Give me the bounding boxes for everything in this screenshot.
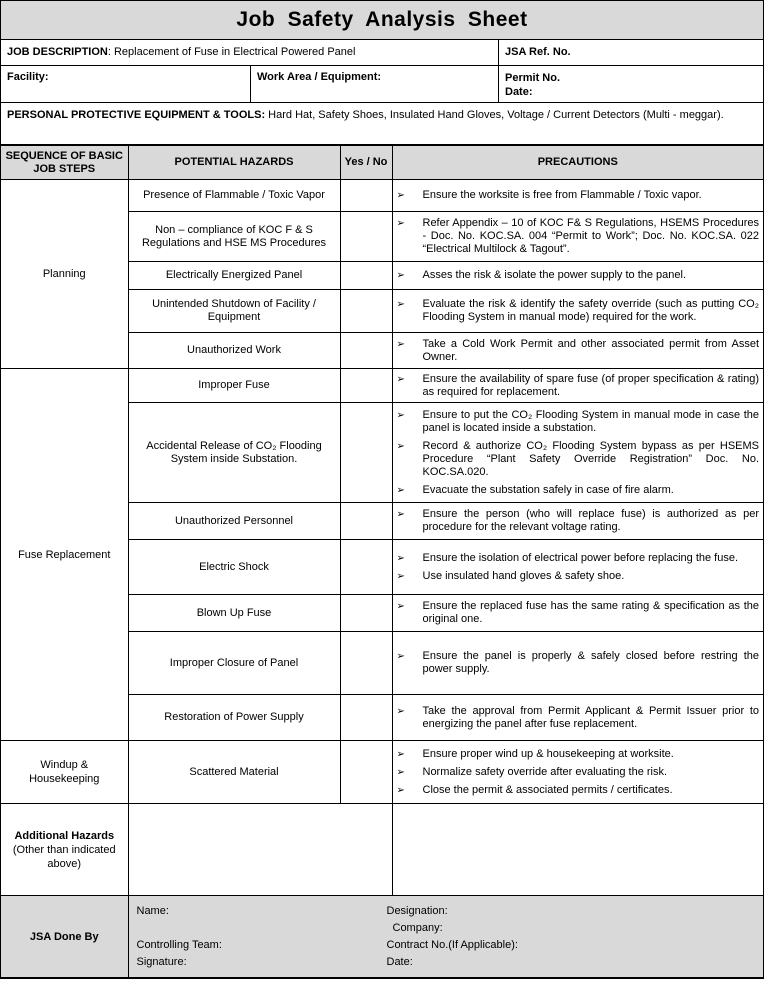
jsa-ref-label: JSA Ref. No.	[505, 46, 571, 58]
hazard-cell: Unintended Shutdown of Facility / Equipment	[128, 290, 340, 333]
precautions-cell	[392, 503, 763, 540]
yes-no-cell	[340, 369, 392, 403]
additional-hazards-subtitle: (Other than indicated above)	[12, 843, 116, 870]
hazard-cell: Accidental Release of CO₂ Flooding System inside Substation.	[128, 403, 340, 503]
hazard-cell: Unauthorized Personnel	[128, 503, 340, 540]
date-field[interactable]: Date:	[386, 955, 413, 968]
hazard-cell: Presence of Flammable / Toxic Vapor	[128, 180, 340, 212]
table-row	[1, 741, 763, 804]
job-description-cell	[1, 40, 498, 65]
precautions-cell	[392, 212, 763, 262]
hazard-table	[1, 145, 763, 978]
precaution-item: ➢ Refer Appendix – 10 of KOC F& S Regulations, HSEMS Procedures - Doc. No. KOC.SA. 004 “Permit to Work”; Doc. No. KOC.SA. 022 “Electrical Multilock & Tagout”.	[397, 217, 760, 256]
ppe-row	[1, 103, 763, 145]
company-field[interactable]: Company:	[392, 921, 443, 934]
precaution-item: ➢ Ensure the isolation of electrical power before replacing the fuse.	[397, 552, 760, 565]
yes-no-cell	[340, 180, 392, 212]
col-yes-no-header: Yes / No	[340, 146, 392, 180]
work-area-label: Work Area / Equipment:	[257, 71, 382, 83]
jsa-done-by-label: JSA Done By	[1, 896, 128, 978]
yes-no-cell	[340, 290, 392, 333]
col-hazards-header: POTENTIAL HAZARDS	[128, 146, 340, 180]
signature-field[interactable]: Signature:	[136, 955, 187, 968]
precaution-item: ➢ Ensure the panel is properly & safely closed before restring the power supply.	[397, 650, 760, 676]
additional-precautions-field[interactable]	[392, 804, 763, 896]
yes-no-cell	[340, 540, 392, 595]
precaution-item: ➢ Take a Cold Work Permit and other associated permit from Asset Owner.	[397, 338, 760, 364]
jsa-ref-cell	[498, 40, 763, 65]
permit-label: Permit No.	[505, 72, 561, 84]
step-cell: Windup & Housekeeping	[1, 741, 128, 804]
precautions-cell	[392, 333, 763, 369]
step-cell: Planning	[1, 180, 128, 369]
additional-hazards-title: Additional Hazards	[14, 829, 115, 842]
precautions-cell	[392, 403, 763, 503]
precautions-cell	[392, 741, 763, 804]
col-sequence-header: SEQUENCE OF BASIC JOB STEPS	[1, 146, 128, 180]
yes-no-cell	[340, 695, 392, 741]
precaution-item: ➢ Asses the risk & isolate the power supply to the panel.	[397, 269, 760, 282]
facility-label: Facility:	[7, 71, 49, 83]
precautions-cell	[392, 595, 763, 632]
precaution-item: ➢ Record & authorize CO₂ Flooding System bypass as per HSEMS Procedure “Plant Safety Override Registration” Doc. No. KOC.SA.020.	[397, 440, 760, 479]
precaution-item: ➢ Normalize safety override after evaluating the risk.	[397, 766, 760, 779]
date-label: Date:	[505, 86, 533, 98]
additional-hazards-row	[1, 804, 763, 896]
facility-cell	[1, 66, 250, 102]
hazard-cell: Electric Shock	[128, 540, 340, 595]
yes-no-cell	[340, 262, 392, 290]
precautions-cell	[392, 632, 763, 695]
precaution-item: ➢ Evacuate the substation safely in case of fire alarm.	[397, 484, 760, 497]
yes-no-cell	[340, 595, 392, 632]
precaution-item: ➢ Ensure the worksite is free from Flammable / Toxic vapor.	[397, 189, 760, 202]
table-row	[1, 369, 763, 403]
ppe-value: Hard Hat, Safety Shoes, Insulated Hand Gloves, Voltage / Current Detectors (Multi - meggar).	[265, 109, 724, 121]
designation-field[interactable]: Designation:	[386, 904, 448, 917]
precautions-cell	[392, 180, 763, 212]
signoff-grid	[129, 899, 764, 975]
precautions-cell	[392, 695, 763, 741]
table-row	[1, 180, 763, 212]
precaution-item: ➢ Evaluate the risk & identify the safety override (such as putting CO₂ Flooding System in manual mode) required for the work.	[397, 298, 760, 324]
precaution-item: ➢ Ensure proper wind up & housekeeping at worksite.	[397, 748, 760, 761]
table-header-row	[1, 146, 763, 180]
controlling-team-field[interactable]: Controlling Team:	[136, 938, 222, 951]
additional-hazards-field[interactable]	[128, 804, 392, 896]
precaution-item: ➢ Ensure the person (who will replace fuse) is authorized as per procedure for the relevant voltage rating.	[397, 508, 760, 534]
jsa-done-by-row	[1, 896, 763, 978]
yes-no-cell	[340, 632, 392, 695]
precaution-item: ➢ Close the permit & associated permits / certificates.	[397, 784, 760, 797]
hazard-cell: Restoration of Power Supply	[128, 695, 340, 741]
step-cell: Fuse Replacement	[1, 369, 128, 741]
job-description-row	[1, 40, 763, 66]
job-description-value: : Replacement of Fuse in Electrical Powered Panel	[107, 46, 356, 58]
name-field[interactable]: Name:	[136, 904, 169, 917]
sheet-title: Job Safety Analysis Sheet	[1, 1, 763, 40]
precaution-item: ➢ Ensure to put the CO₂ Flooding System in manual mode in case the panel is located inside a substation.	[397, 409, 760, 435]
yes-no-cell	[340, 741, 392, 804]
facility-row	[1, 66, 763, 103]
precautions-cell	[392, 540, 763, 595]
precaution-item: ➢ Take the approval from Permit Applicant & Permit Issuer prior to energizing the panel after fuse replacement.	[397, 705, 760, 731]
precaution-item: ➢ Use insulated hand gloves & safety shoe.	[397, 570, 760, 583]
work-area-cell	[250, 66, 498, 102]
additional-hazards-label-cell	[1, 804, 128, 896]
ppe-label: PERSONAL PROTECTIVE EQUIPMENT & TOOLS:	[7, 109, 266, 121]
yes-no-cell	[340, 503, 392, 540]
hazard-cell: Improper Closure of Panel	[128, 632, 340, 695]
hazard-cell: Scattered Material	[128, 741, 340, 804]
yes-no-cell	[340, 333, 392, 369]
hazard-cell: Non – compliance of KOC F & S Regulations and HSE MS Procedures	[128, 212, 340, 262]
col-precautions-header: PRECAUTIONS	[392, 146, 763, 180]
yes-no-cell	[340, 403, 392, 503]
hazard-cell: Electrically Energized Panel	[128, 262, 340, 290]
precaution-item: ➢ Ensure the replaced fuse has the same rating & specification as the original one.	[397, 600, 760, 626]
job-description-label: JOB DESCRIPTION	[7, 46, 108, 58]
jsa-done-by-fields	[128, 896, 763, 978]
hazard-cell: Blown Up Fuse	[128, 595, 340, 632]
hazard-cell: Unauthorized Work	[128, 333, 340, 369]
precaution-item: ➢ Ensure the availability of spare fuse (of proper specification & rating) as required for replacement.	[397, 373, 760, 399]
precautions-cell	[392, 290, 763, 333]
ppe-cell	[1, 103, 763, 144]
blank-cell	[137, 920, 387, 937]
yes-no-cell	[340, 212, 392, 262]
permit-cell	[498, 66, 763, 102]
precautions-cell	[392, 262, 763, 290]
hazard-cell: Improper Fuse	[128, 369, 340, 403]
precautions-cell	[392, 369, 763, 403]
contract-no-field[interactable]: Contract No.(If Applicable):	[386, 938, 518, 951]
